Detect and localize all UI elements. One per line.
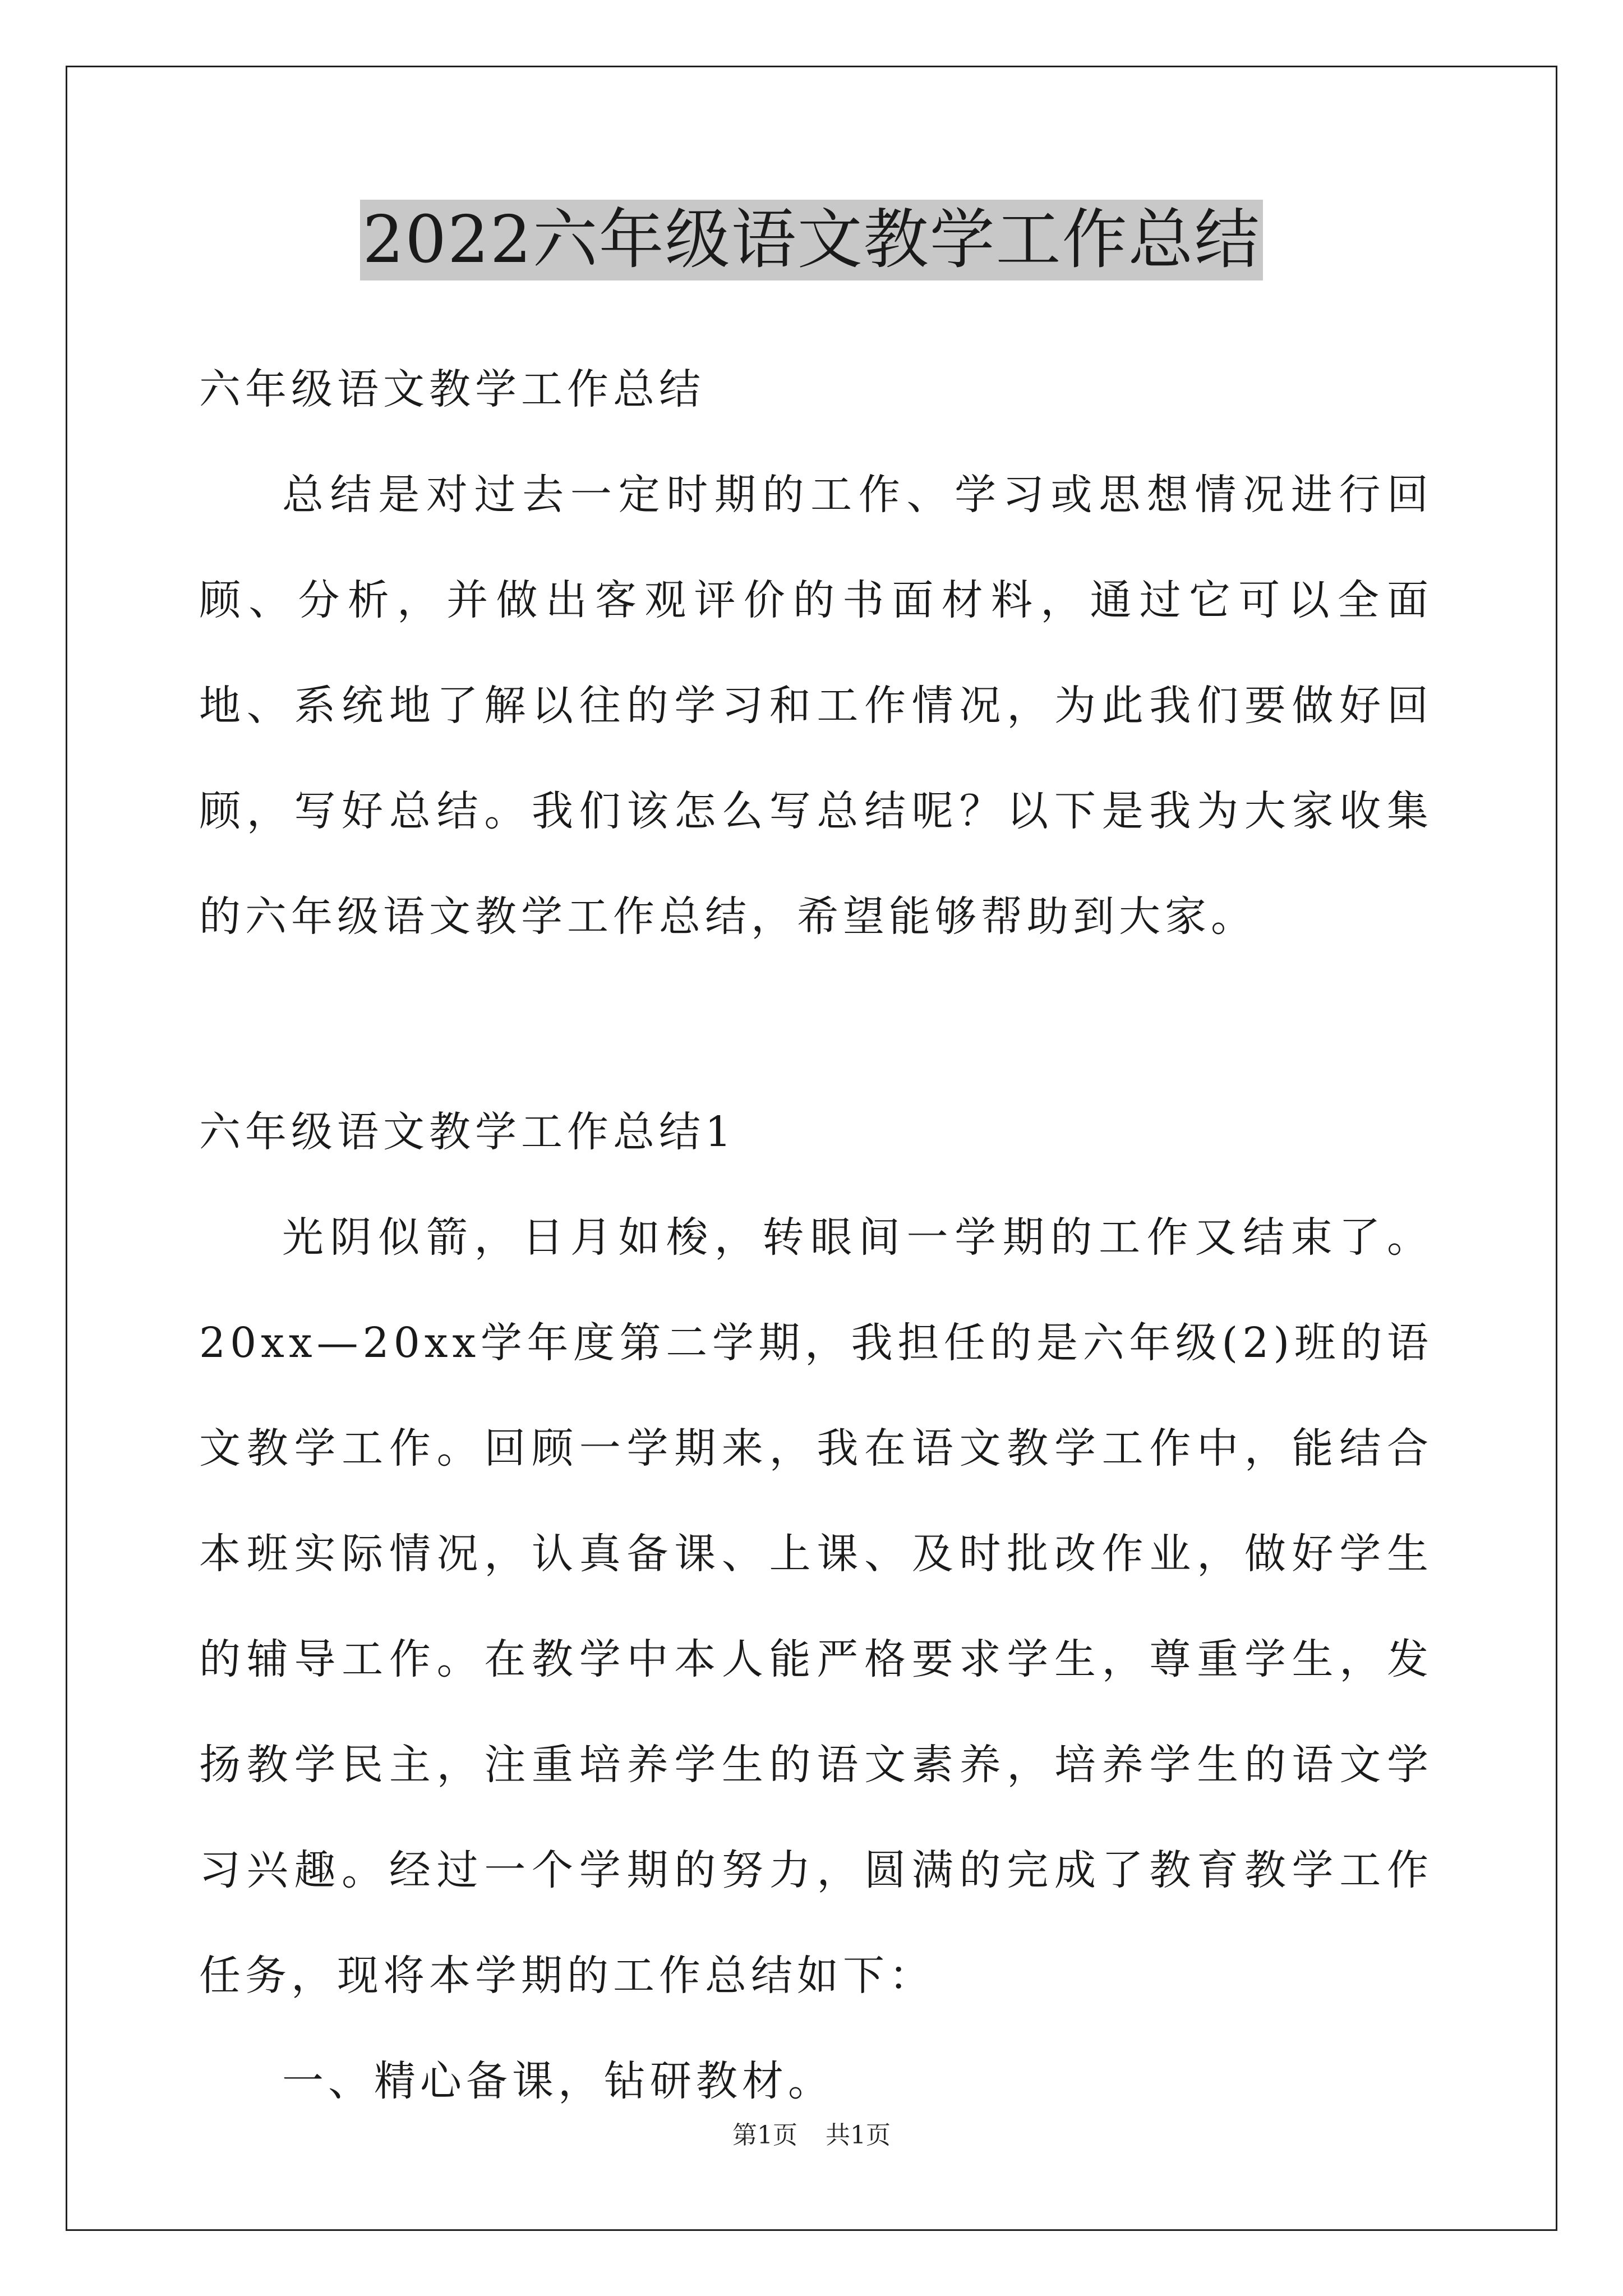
page-number: 第1页 [732, 2121, 797, 2150]
page-total: 共1页 [826, 2121, 891, 2150]
document-body [199, 337, 1433, 2134]
document-title [0, 200, 1623, 280]
point-one: 一、精心备课，钻研教材。 [282, 2057, 834, 2105]
section-heading: 六年级语文教学工作总结1 [199, 1108, 736, 1156]
page-footer [0, 2123, 1623, 2148]
document-title-text: 2022六年级语文教学工作总结 [360, 200, 1262, 280]
intro-paragraph: 总结是对过去一定时期的工作、学习或思想情况进行回顾、分析，并做出客观评价的书面材料，通过它可以全面地、系统地了解以往的学习和工作情况，为此我们要做好回顾，写好总结。我们该怎么写总结呢？以下是我为大家收集的六年级语文教学工作总结，希望能够帮助到大家。 [199, 471, 1433, 941]
section-paragraph: 光阴似箭，日月如梭，转眼间一学期的工作又结束了。20xx—20xx学年度第二学期，我担任的是六年级(2)班的语文教学工作。回顾一学期来，我在语文教学工作中，能结合本班实际情况，认真备课、上课、及时批改作业，做好学生的辅导工作。在教学中本人能严格要求学生，尊重学生，发扬教学民主，注重培养学生的语文素养，培养学生的语文学习兴趣。经过一个学期的努力，圆满的完成了教育教学工作任务，现将本学期的工作总结如下： [199, 1213, 1433, 2000]
document-subtitle: 六年级语文教学工作总结 [199, 365, 705, 413]
